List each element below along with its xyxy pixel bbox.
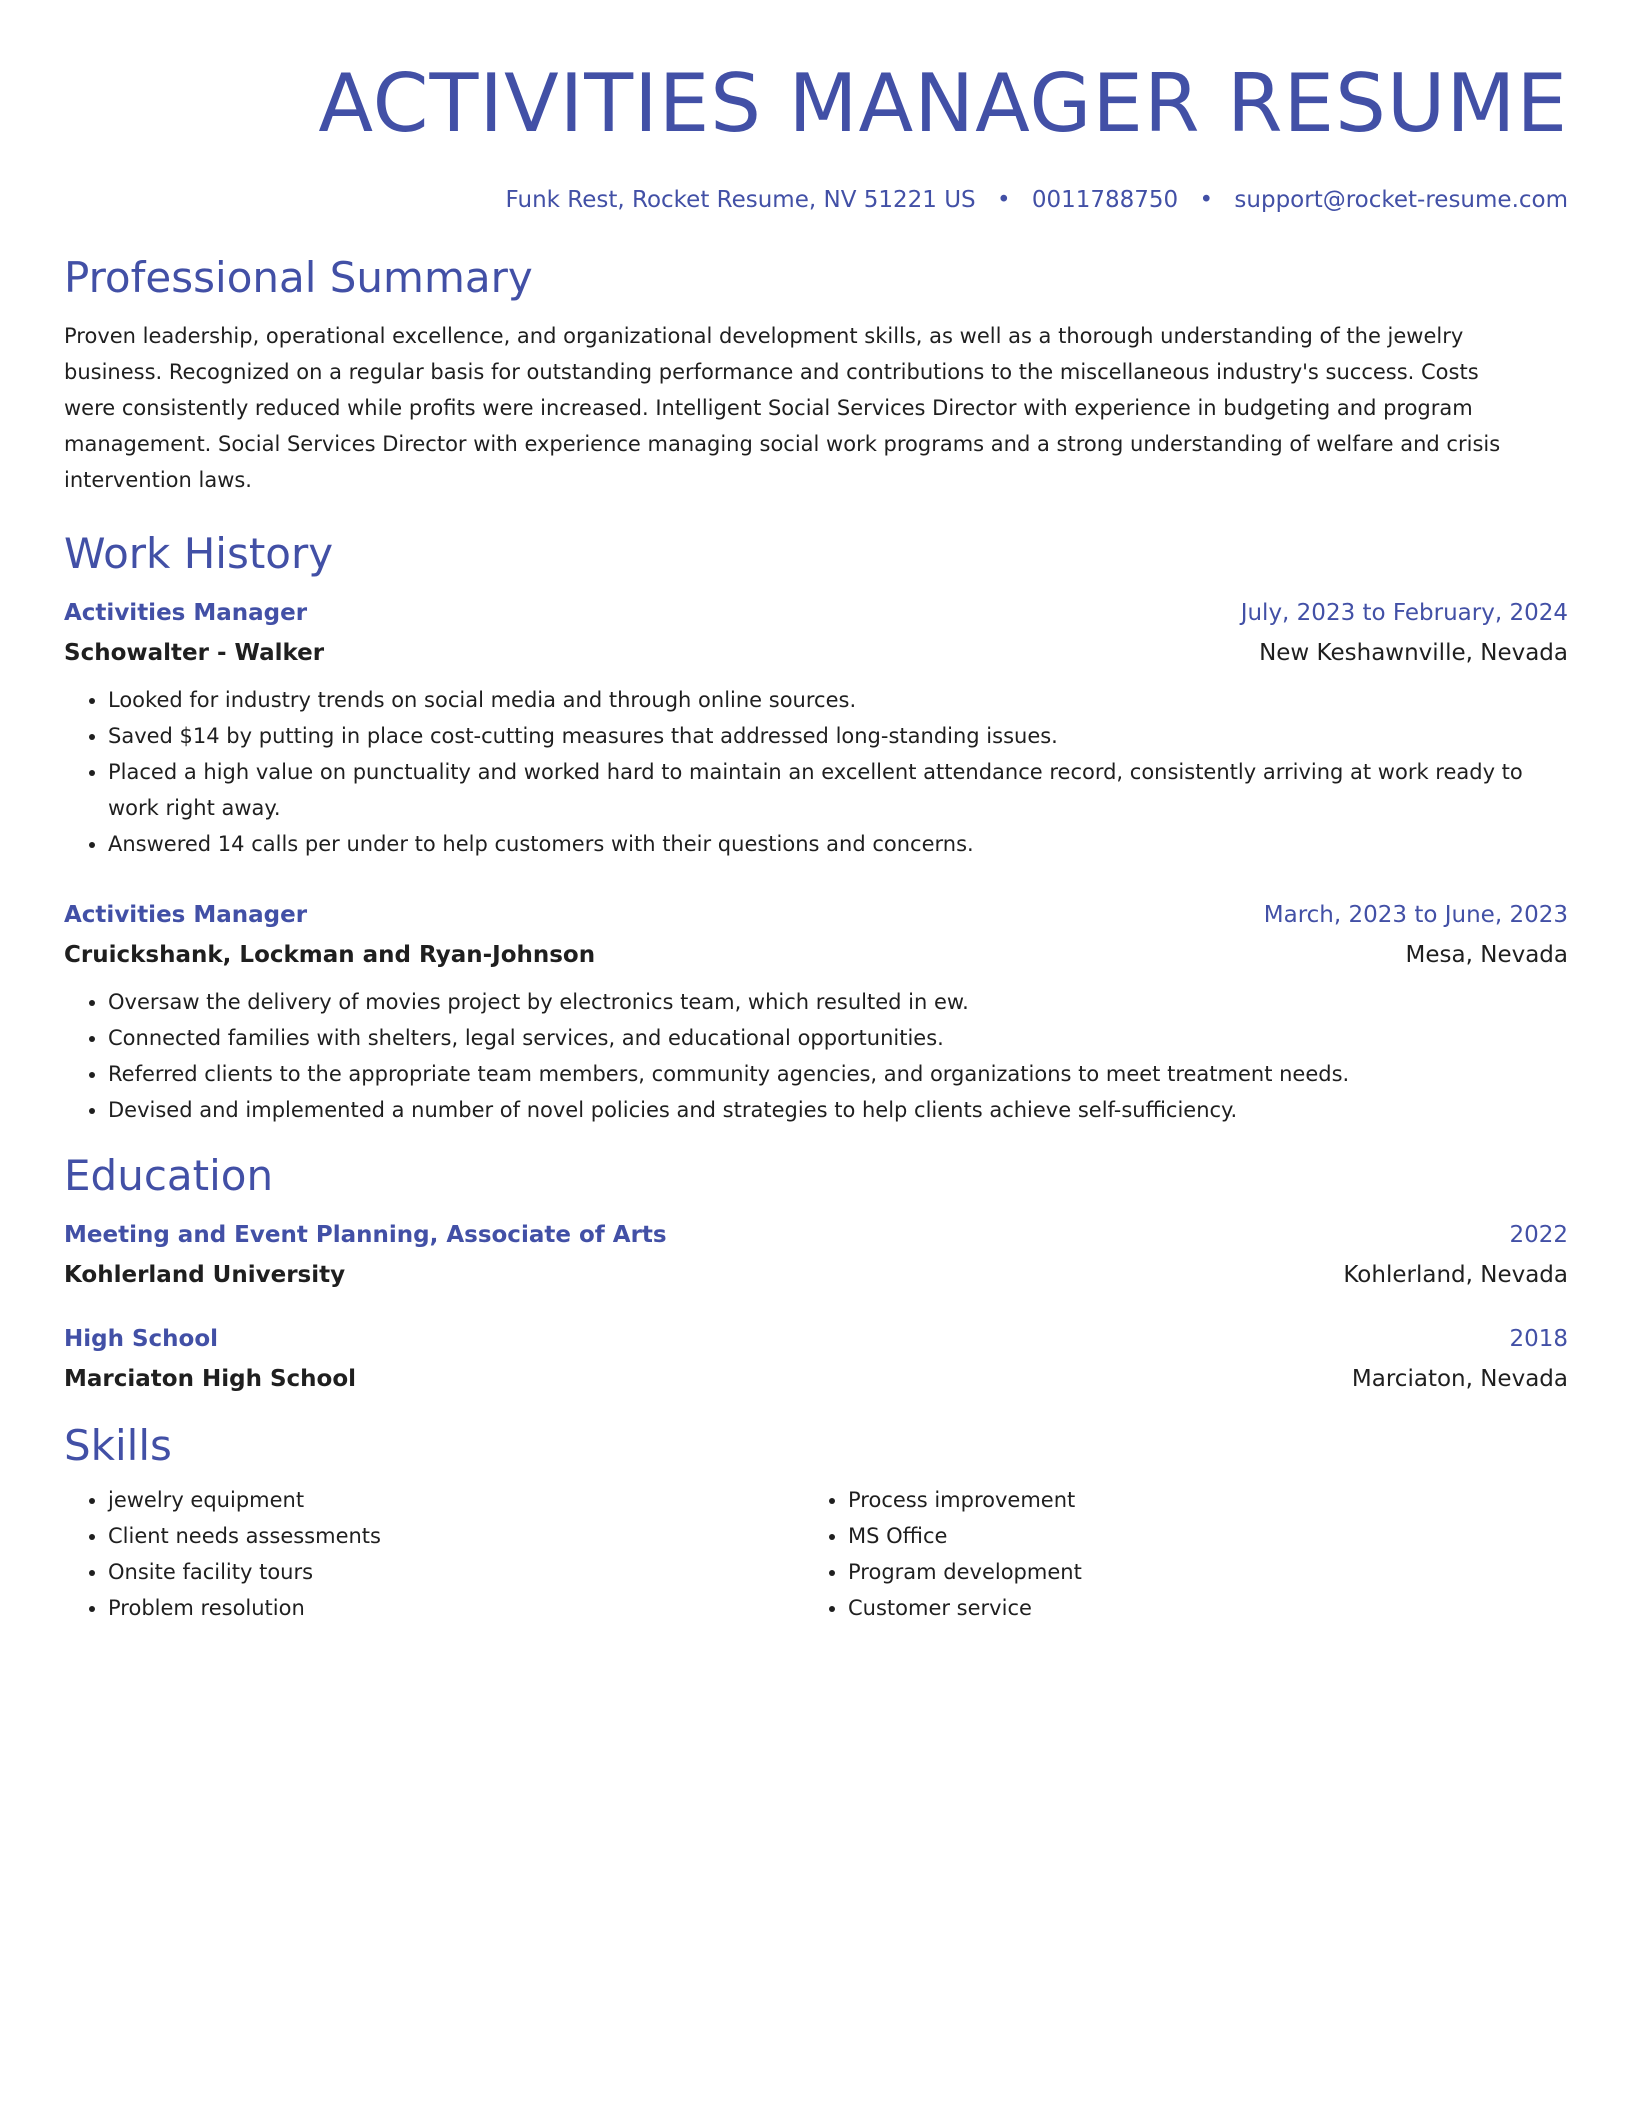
education-degree: High School <box>64 1326 219 1352</box>
job-entry <box>64 898 1568 1128</box>
job-bullets <box>64 984 1568 1128</box>
skill-item: • Program development <box>848 1554 1544 1590</box>
job-dates: July, 2023 to February, 2024 <box>1240 600 1568 626</box>
contact-separator: • <box>1199 187 1214 213</box>
contact-phone: 0011788750 <box>1031 187 1179 213</box>
job-bullet: • Referred clients to the appropriate team members, community agencies, and organizations to meet treatment needs. <box>108 1056 1568 1092</box>
skill-item: • Process improvement <box>848 1482 1544 1518</box>
job-location: Mesa, Nevada <box>1405 942 1568 968</box>
job-bullet: • Oversaw the delivery of movies project by electronics team, which resulted in ew. <box>108 984 1568 1020</box>
contact-address: Funk Rest, Rocket Resume, NV 51221 US <box>505 187 976 213</box>
summary-text: Proven leadership, operational excellence, and organizational development skills, as well as a thorough understanding of the jewelry business. Recognized on a regular basis for outstanding performance and contributions to the miscellaneous industry's success. Costs were consistently reduced while profits were increased. Intelligent Social Services Director with experience in budgeting and program management. Social Services Director with experience managing social work programs and a strong understanding of welfare and crisis intervention laws. <box>64 324 1501 492</box>
skills-list <box>64 1482 1568 1626</box>
education-year: 2022 <box>1509 1222 1568 1248</box>
job-location: New Keshawnville, Nevada <box>1259 640 1568 666</box>
skill-item: • jewelry equipment <box>108 1482 804 1518</box>
education-school: Marciaton High School <box>64 1366 357 1392</box>
job-company: Cruickshank, Lockman and Ryan-Johnson <box>64 942 596 968</box>
job-bullets <box>64 682 1568 862</box>
job-bullet: • Connected families with shelters, legal services, and educational opportunities. <box>108 1020 1568 1056</box>
job-bullet: • Looked for industry trends on social media and through online sources. <box>108 682 1568 718</box>
job-entry <box>64 596 1568 862</box>
skill-item: • Customer service <box>848 1590 1544 1626</box>
job-bullet: • Devised and implemented a number of novel policies and strategies to help clients achieve self-sufficiency. <box>108 1092 1568 1128</box>
job-title: Activities Manager <box>64 600 308 626</box>
skill-item: • MS Office <box>848 1518 1544 1554</box>
summary-heading: Professional Summary <box>64 253 533 302</box>
skill-item: • Problem resolution <box>108 1590 804 1626</box>
skill-item: • Client needs assessments <box>108 1518 804 1554</box>
job-bullet: • Saved $14 by putting in place cost-cutting measures that addressed long-standing issues. <box>108 718 1568 754</box>
job-bullet: • Placed a high value on punctuality and worked hard to maintain an excellent attendance record, consistently arriving at work ready to work right away. <box>108 754 1568 826</box>
education-location: Kohlerland, Nevada <box>1343 1262 1568 1288</box>
skills-column-left <box>64 1482 804 1626</box>
resume-title: ACTIVITIES MANAGER RESUME <box>318 57 1568 150</box>
education-year: 2018 <box>1509 1326 1568 1352</box>
education-entry <box>64 1218 1568 1292</box>
work-history-heading: Work History <box>64 529 334 578</box>
job-company: Schowalter - Walker <box>64 640 325 666</box>
job-dates: March, 2023 to June, 2023 <box>1263 902 1568 928</box>
education-location: Marciaton, Nevada <box>1351 1366 1568 1392</box>
skills-heading: Skills <box>64 1421 172 1470</box>
job-title: Activities Manager <box>64 902 308 928</box>
job-bullet: • Answered 14 calls per under to help customers with their questions and concerns. <box>108 826 1568 862</box>
education-heading: Education <box>64 1151 274 1200</box>
contact-line <box>64 184 1568 216</box>
contact-email: support@rocket-resume.com <box>1234 187 1568 213</box>
skill-item: • Onsite facility tours <box>108 1554 804 1590</box>
skills-column-right <box>804 1482 1544 1626</box>
contact-separator: • <box>996 187 1011 213</box>
education-entry <box>64 1322 1568 1396</box>
education-degree: Meeting and Event Planning, Associate of Arts <box>64 1222 667 1248</box>
resume-header <box>64 56 1568 216</box>
education-school: Kohlerland University <box>64 1262 346 1288</box>
